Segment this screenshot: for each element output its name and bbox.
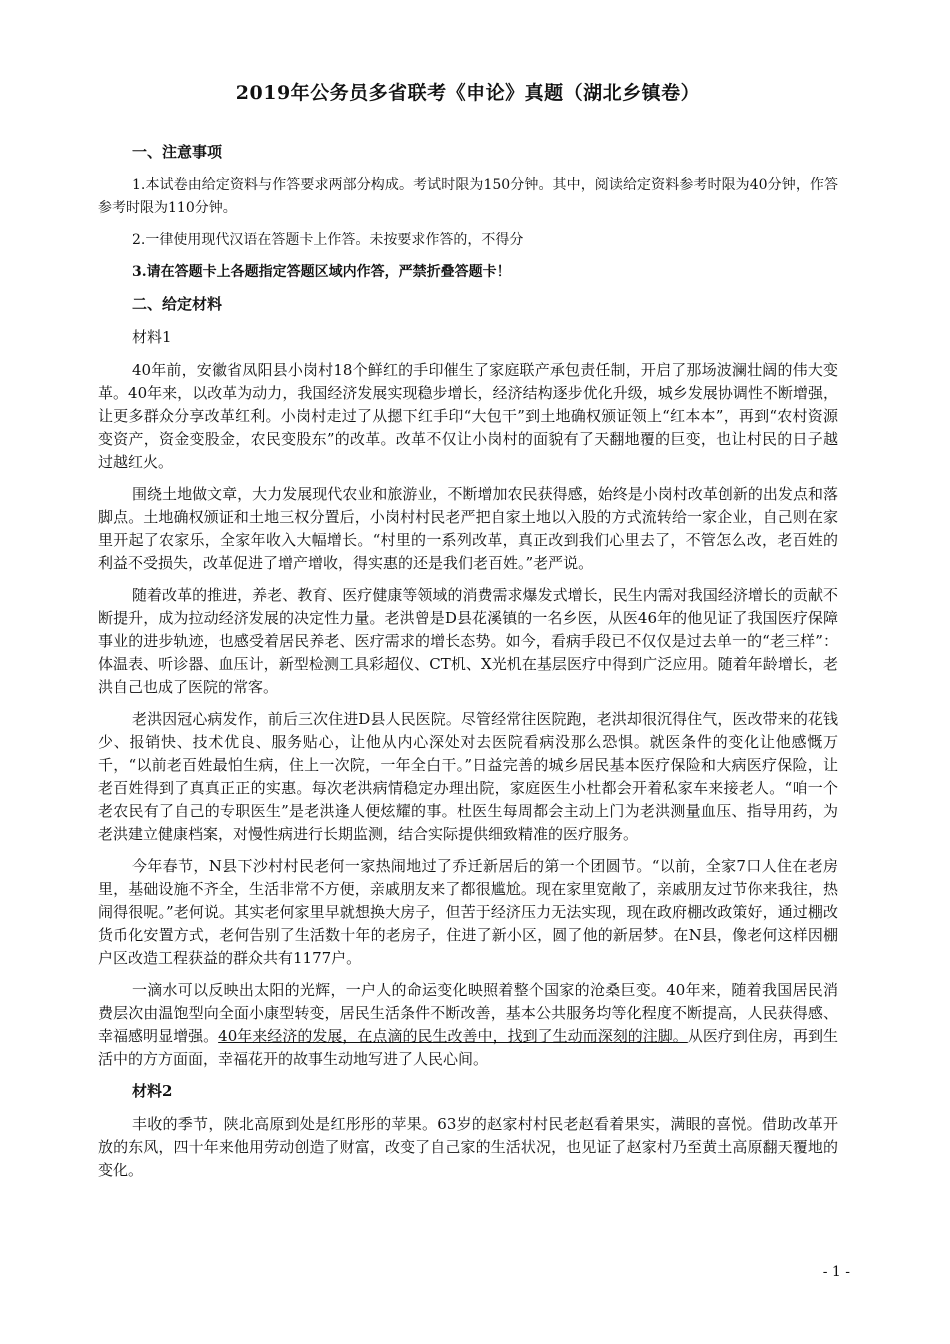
note-3: 3.请在答题卡上各题指定答题区域内作答，严禁折叠答题卡！: [132, 264, 511, 280]
paragraph-with-underline: [98, 979, 838, 1071]
note-2: 2.一律使用现代汉语在答题卡上作答。未按要求作答的，不得分: [132, 232, 524, 248]
material-2-heading: 材料2: [132, 1082, 173, 1100]
paragraph-text: 从医疗到住房，再到生活中的方方面面，幸福花开的故事生动地写进了人民心间。: [98, 1027, 838, 1068]
page-number: - 1 -: [822, 1264, 850, 1280]
section-heading-notes: 一、注意事项: [132, 143, 223, 161]
underlined-sentence: 40年来经济的发展，在点滴的民生改善中，找到了生动而深刻的注脚。: [218, 1027, 688, 1045]
paragraph: 丰收的季节，陕北高原到处是红彤彤的苹果。63岁的赵家村村民老赵看着果实，满眼的喜悦。借助改革开放的东风，四十年来他用劳动创造了财富，改变了自己家的生活状况，也见证了赵家村乃至黄土高原翻天覆地的变化。: [98, 1115, 838, 1179]
paragraph: 围绕土地做文章，大力发展现代农业和旅游业，不断增加农民获得感，始终是小岗村改革创新的出发点和落脚点。土地确权颁证和土地三权分置后，小岗村村民老严把自家土地以入股的方式流转给一家企业，自己则在家里开起了农家乐，全家年收入大幅增长。“村里的一系列改革，真正改到我们心里去了，不管怎么改，老百姓的利益不受损失，改革促进了增产增收，得实惠的还是我们老百姓。”老严说。: [98, 485, 838, 572]
paragraph-text: 一滴水可以反映出太阳的光辉，一户人的命运变化映照着整个国家的沧桑巨变。40年来，随着我国居民消费层次由温饱型向全面小康型转变，居民生活条件不断改善，基本公共服务均等化程度不断提高，人民获得感、幸福感明显增强。: [98, 981, 838, 1045]
paragraph: 随着改革的推进，养老、教育、医疗健康等领域的消费需求爆发式增长，民生内需对我国经济增长的贡献不断提升，成为拉动经济发展的决定性力量。老洪曾是D县花溪镇的一名乡医，从医46年的他见证了我国医疗保障事业的进步轨迹，也感受着居民养老、医疗需求的增长态势。如今，看病手段已不仅仅是过去单一的“老三样”：体温表、听诊器、血压计，新型检测工具彩超仪、CT机、X光机在基层医疗中得到广泛应用。随着年龄增长，老洪自己也成了医院的常客。: [98, 586, 838, 696]
paragraph: 老洪因冠心病发作，前后三次住进D县人民医院。尽管经常往医院跑，老洪却很沉得住气，医改带来的花钱少、报销快、技术优良、服务贴心，让他从内心深处对去医院看病没那么恐惧。就医条件的变化让他感慨万千，“以前老百姓最怕生病，住上一次院，一年全白干。”日益完善的城乡居民基本医疗保险和大病医疗保险，让老百姓得到了真真正正的实惠。每次老洪病情稳定办理出院，家庭医生小杜都会开着私家车来接老人。“咱一个老农民有了自己的专职医生”是老洪逢人便炫耀的事。杜医生每周都会主动上门为老洪测量血压、指导用药，为老洪建立健康档案，对慢性病进行长期监测，结合实际提供细致精准的医疗服务。: [98, 710, 839, 843]
document-title: 2019年公务员多省联考《申论》真题（湖北乡镇卷）: [235, 82, 701, 104]
note-1: 1.本试卷由给定资料与作答要求两部分构成。考试时限为150分钟。其中，阅读给定资料参考时限为40分钟，作答参考时限为110分钟。: [98, 177, 838, 216]
document-page: [98, 78, 838, 1191]
paragraph: 40年前，安徽省凤阳县小岗村18个鲜红的手印催生了家庭联产承包责任制，开启了那场波澜壮阔的伟大变革。40年来，以改革为动力，我国经济发展实现稳步增长，经济结构逐步优化升级，城乡发展协调性不断增强，让更多群众分享改革红利。小岗村走过了从摁下红手印“大包干”到土地确权颁证领上“红本本”，再到“农村资源变资产，资金变股金，农民变股东”的改革。改革不仅让小岗村的面貌有了天翻地覆的巨变，也让村民的日子越过越红火。: [98, 361, 838, 471]
paragraph: 今年春节，N县下沙村村民老何一家热闹地过了乔迁新居后的第一个团圆节。“以前，全家7口人住在老房里，基础设施不齐全，生活非常不方便，亲戚朋友来了都很尴尬。现在家里宽敞了，亲戚朋友过节你来我往，热闹得很呢。”老何说。其实老何家里早就想换大房子，但苦于经济压力无法实现，现在政府棚改政策好，通过棚改货币化安置方式，老何告别了生活数十年的老房子，住进了新小区，圆了他的新居梦。在N县，像老何这样因棚户区改造工程获益的群众共有1177户。: [98, 857, 838, 967]
material-1-heading: 材料1: [132, 328, 172, 346]
section-heading-materials: 二、给定材料: [132, 295, 223, 313]
